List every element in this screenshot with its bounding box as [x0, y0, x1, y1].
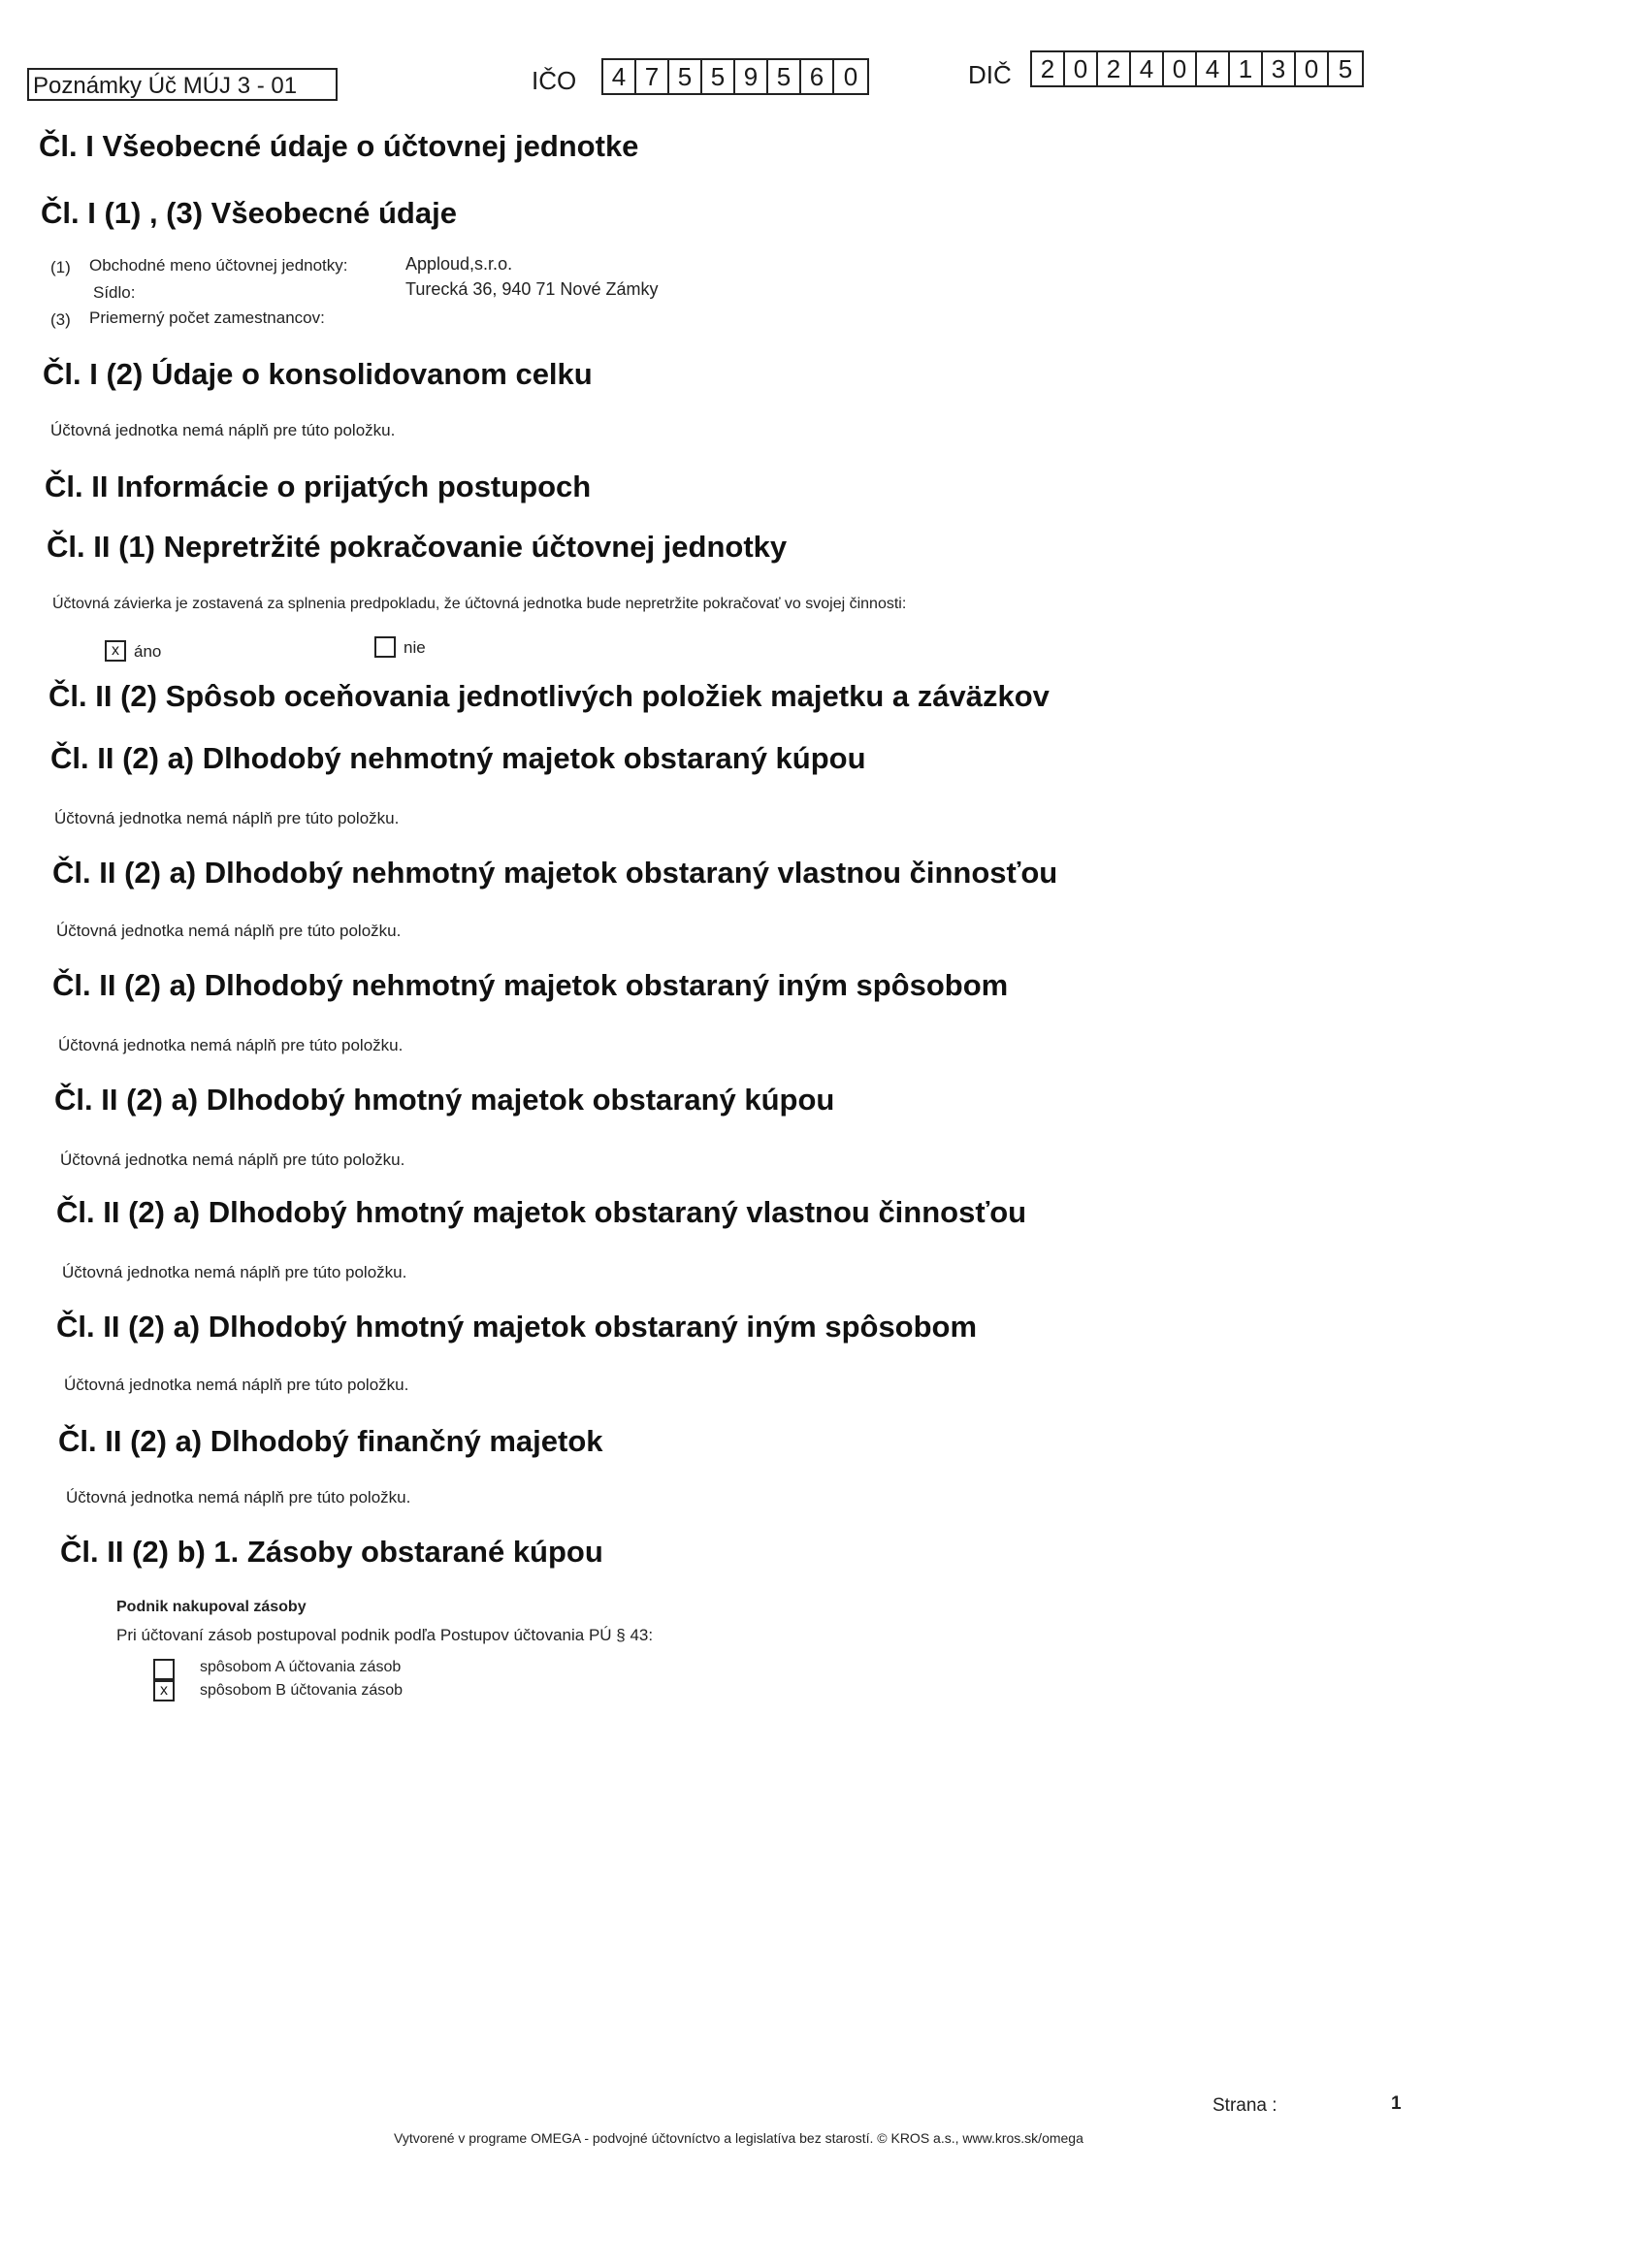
ico-digit: 9 [735, 60, 768, 93]
no-content-note: Účtovná jednotka nemá náplň pre túto položku. [66, 1488, 411, 1507]
seat-label: Sídlo: [93, 283, 136, 302]
form-identifier: Poznámky Úč MÚJ 3 - 01 [27, 68, 338, 101]
ico-digit: 5 [669, 60, 702, 93]
company-name-label: Obchodné meno účtovnej jednotky: [89, 256, 348, 275]
section-heading-intangible-purchased: Čl. II (2) a) Dlhodobý nehmotný majetok obstaraný kúpou [50, 741, 866, 775]
section-heading-general-info: Čl. I Všeobecné údaje o účtovnej jednotke [39, 129, 639, 163]
ico-digit: 0 [843, 62, 858, 91]
yes-label: áno [134, 642, 162, 661]
dic-digit: 1 [1230, 52, 1263, 85]
dic-digit: 0 [1296, 52, 1329, 85]
section-heading-inventory-purchased: Čl. II (2) b) 1. Zásoby obstarané kúpou [60, 1535, 603, 1569]
dic-digit: 4 [1131, 52, 1164, 85]
section-heading-tangible-other: Čl. II (2) a) Dlhodobý hmotný majetok obstaraný iným spôsobom [56, 1310, 978, 1344]
section-heading-general-data: Čl. I (1) , (3) Všeobecné údaje [41, 196, 457, 230]
section-heading-intangible-other: Čl. II (2) a) Dlhodobý nehmotný majetok obstaraný iným spôsobom [52, 968, 1009, 1002]
ico-label: IČO [532, 66, 577, 95]
dic-label: DIČ [968, 60, 1012, 89]
no-content-note: Účtovná jednotka nemá náplň pre túto položku. [50, 421, 396, 439]
footer-credit: Vytvorené v programe OMEGA - podvojné účtovníctvo a legislatíva bez starostí. © KROS a.s., www.kros.sk/omega [394, 2130, 1083, 2146]
section-heading-tangible-own-activity: Čl. II (2) a) Dlhodobý hmotný majetok obstaraný vlastnou činnosťou [56, 1195, 1027, 1229]
no-content-note: Účtovná jednotka nemá náplň pre túto položku. [54, 809, 400, 827]
company-name-value: Apploud,s.r.o. [405, 254, 513, 274]
option-b-label: spôsobom B účtovania zásob [200, 1682, 404, 1699]
ico-digit: 4 [603, 60, 636, 93]
no-content-note: Účtovná jednotka nemá náplň pre túto položku. [56, 922, 402, 940]
going-concern-statement: Účtovná závierka je zostavená za splnenia predpokladu, že účtovná jednotka bude nepretržite pokračovať vo svojej činnosti: [52, 596, 907, 612]
no-content-note: Účtovná jednotka nemá náplň pre túto položku. [58, 1036, 404, 1054]
ico-digits [601, 58, 869, 95]
row3-number: (3) [50, 310, 71, 329]
section-heading-intangible-own-activity: Čl. II (2) a) Dlhodobý nehmotný majetok obstaraný vlastnou činnosťou [52, 856, 1058, 890]
ico-digit: 5 [702, 60, 735, 93]
dic-digit: 4 [1197, 52, 1230, 85]
yes-checkbox[interactable]: x [105, 640, 126, 662]
section-heading-financial-assets: Čl. II (2) a) Dlhodobý finančný majetok [58, 1424, 603, 1458]
no-content-note: Účtovná jednotka nemá náplň pre túto položku. [60, 1150, 405, 1169]
option-a-checkbox[interactable] [153, 1659, 175, 1680]
page-number: 1 [1391, 2093, 1402, 2114]
inventory-text: Pri účtovaní zásob postupoval podnik podľa Postupov účtovania PÚ § 43: [116, 1626, 654, 1644]
no-content-note: Účtovná jednotka nemá náplň pre túto položku. [62, 1263, 407, 1281]
dic-digit: 2 [1098, 52, 1131, 85]
employee-count-label: Priemerný počet zamestnancov: [89, 308, 325, 327]
dic-digit: 3 [1263, 52, 1296, 85]
ico-digit: 5 [768, 60, 801, 93]
no-checkbox[interactable] [374, 636, 396, 658]
page-label: Strana : [1212, 2095, 1277, 2116]
dic-digit: 5 [1338, 54, 1353, 83]
section-heading-accounting-policies: Čl. II Informácie o prijatých postupoch [45, 470, 592, 503]
ico-digit: 7 [636, 60, 669, 93]
dic-digit: 2 [1032, 52, 1065, 85]
option-a-label: spôsobom A účtovania zásob [200, 1659, 402, 1675]
section-heading-tangible-purchased: Čl. II (2) a) Dlhodobý hmotný majetok obstaraný kúpou [54, 1083, 835, 1117]
ico-digit: 6 [801, 60, 834, 93]
no-label: nie [404, 638, 426, 657]
dic-digits [1030, 50, 1364, 87]
no-content-note: Účtovná jednotka nemá náplň pre túto položku. [64, 1376, 409, 1394]
section-heading-valuation-methods: Čl. II (2) Spôsob oceňovania jednotlivých položiek majetku a záväzkov [48, 679, 1050, 713]
option-b-checkbox[interactable]: x [153, 1680, 175, 1701]
section-heading-consolidation: Čl. I (2) Údaje o konsolidovanom celku [43, 357, 593, 391]
dic-digit: 0 [1164, 52, 1197, 85]
inventory-heading: Podnik nakupoval zásoby [116, 1599, 307, 1615]
row1-number: (1) [50, 258, 71, 276]
section-heading-going-concern: Čl. II (1) Nepretržité pokračovanie účtovnej jednotky [47, 530, 788, 564]
seat-value: Turecká 36, 940 71 Nové Zámky [405, 279, 659, 299]
dic-digit: 0 [1065, 52, 1098, 85]
